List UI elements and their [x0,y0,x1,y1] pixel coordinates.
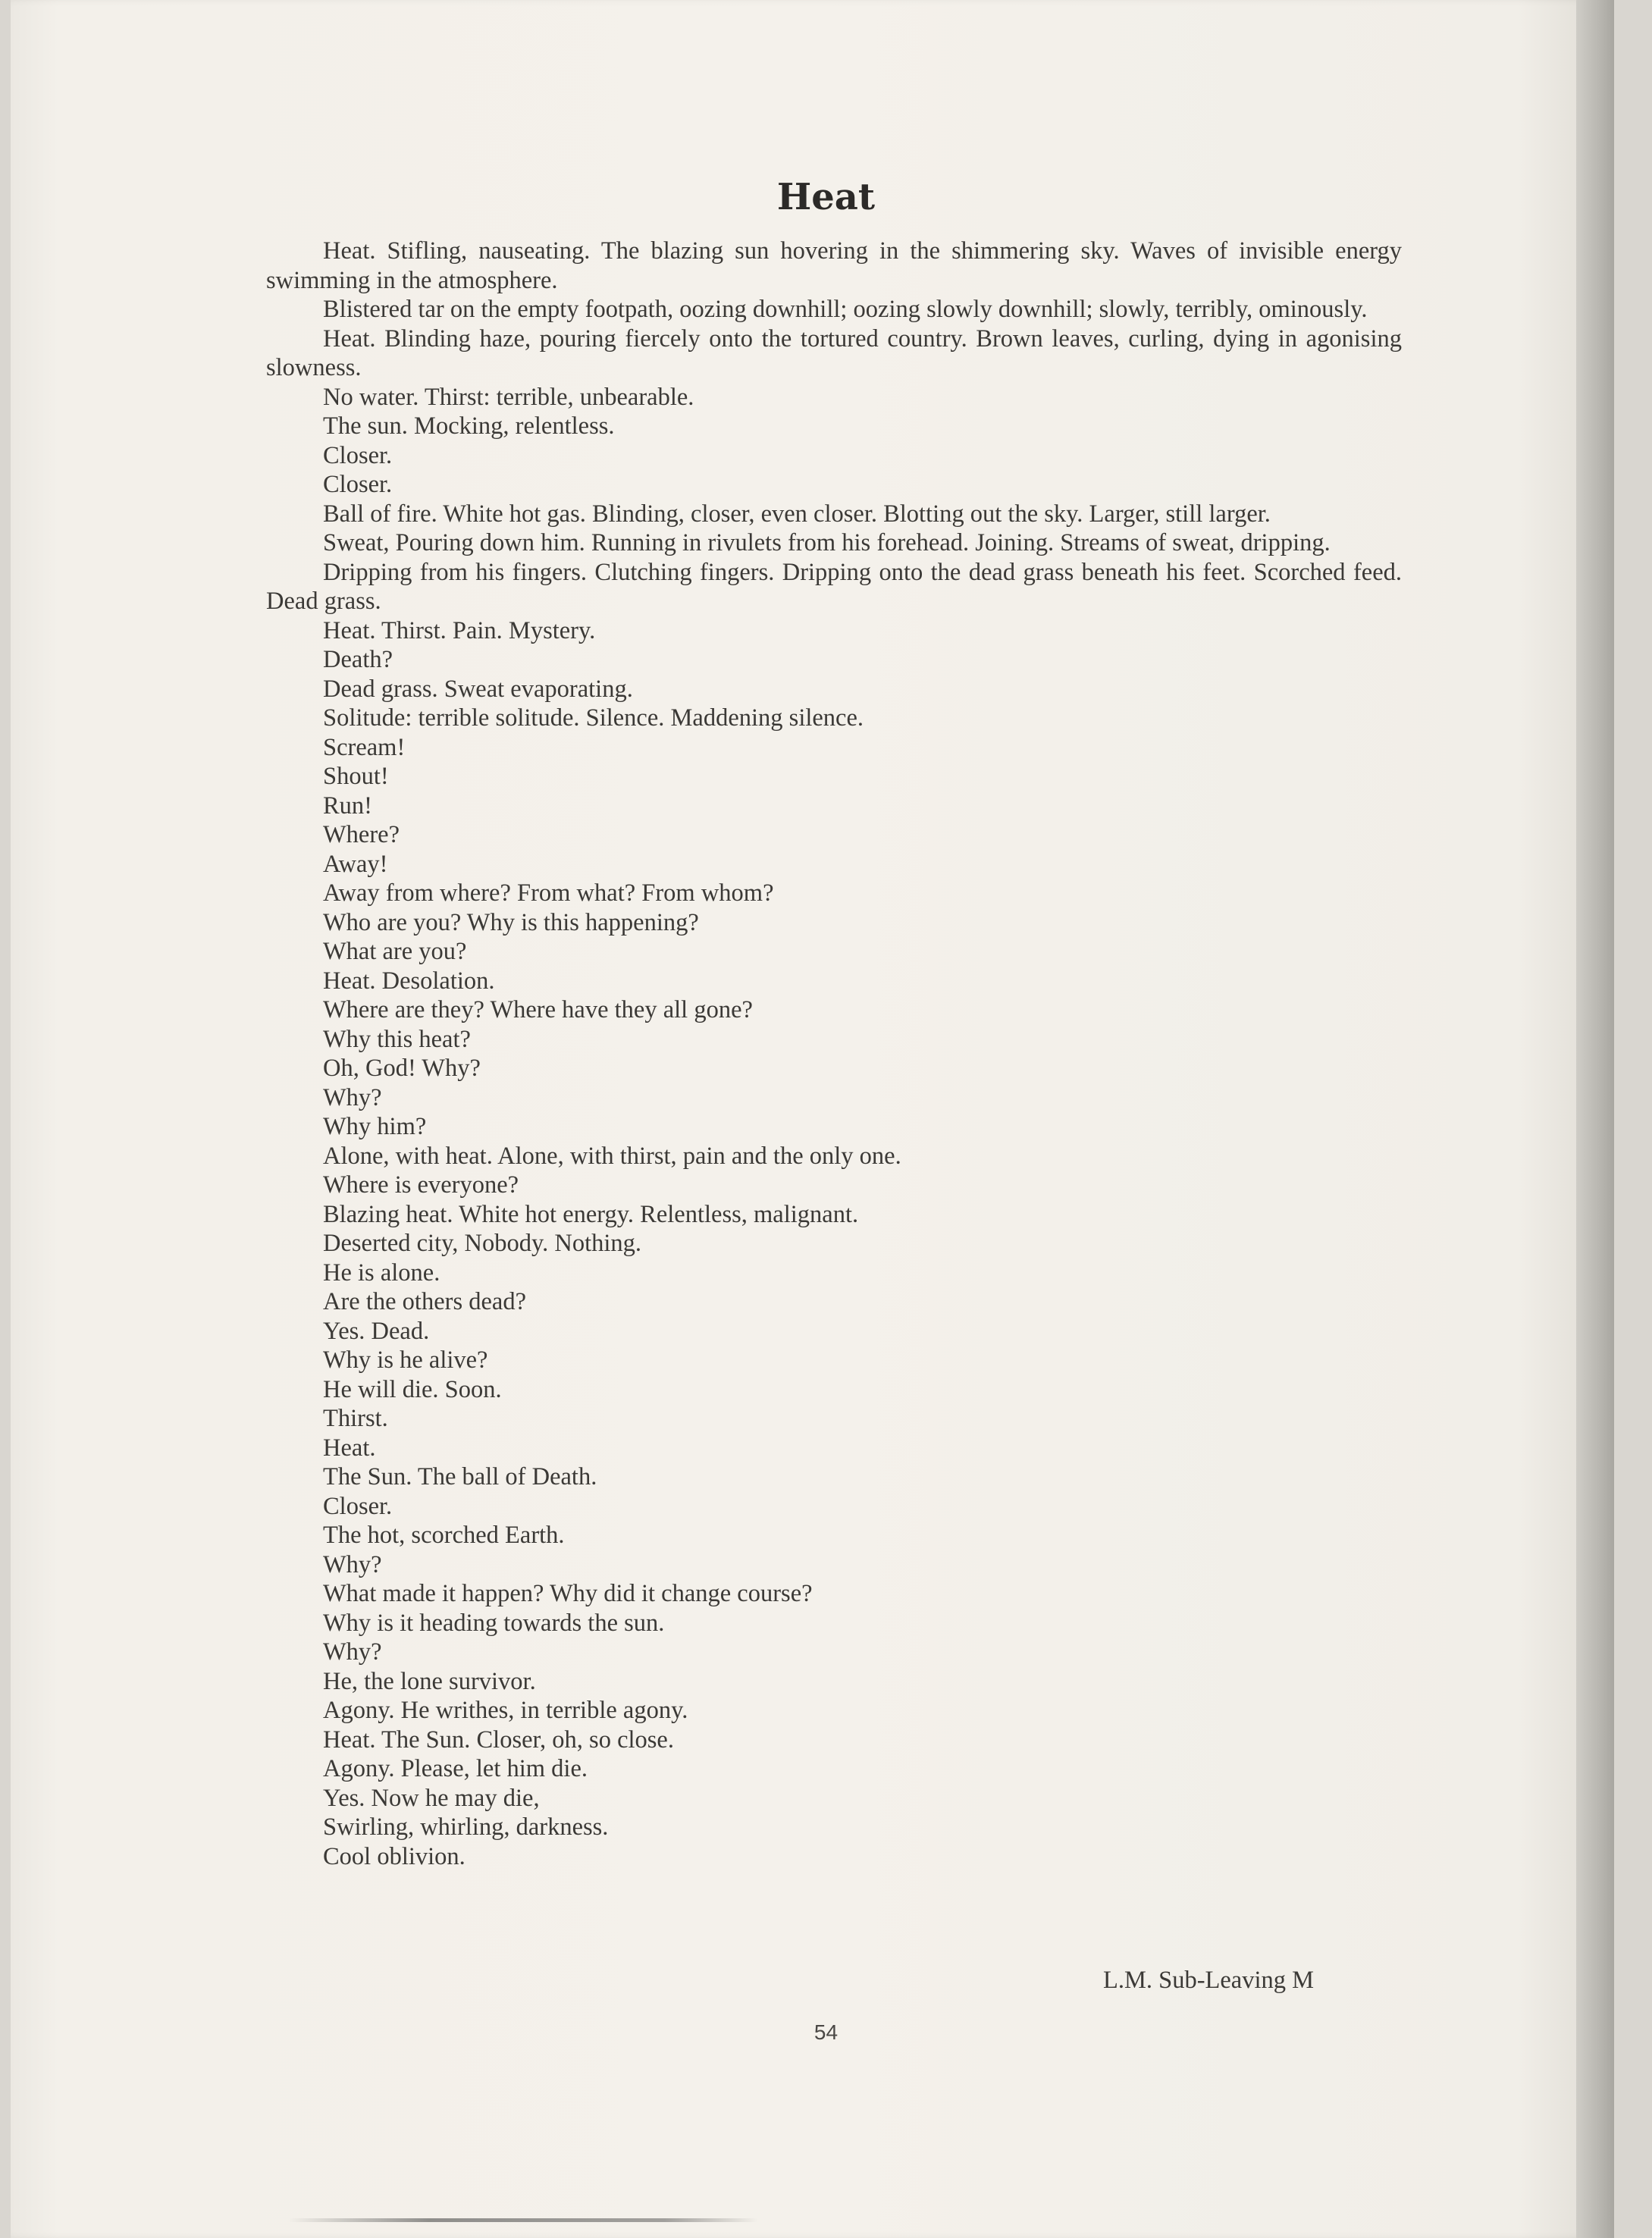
poem-line: Oh, God! Why? [323,1055,481,1082]
poem-line: Closer. [323,1492,393,1520]
poem-title: Heat [776,176,876,218]
poem-line: Why this heat? [323,1025,471,1053]
poem-line: Heat. Blinding haze, pouring fiercely onto the tortured country. Brown leaves, curling, dying in agonising slowness. [266,324,1402,381]
poem-line: Dead grass. Sweat evaporating. [323,675,633,703]
poem-line: Heat. Stifling, nauseating. The blazing sun hovering in the shimmering sky. Waves of invisible energy swimming in the atmosphere. [266,237,1402,294]
poem-line: He will die. Soon. [323,1375,502,1403]
poem-line: Shout! [323,763,389,790]
poem-line: Why is he alive? [323,1346,488,1374]
poem-line: Away! [323,850,388,878]
poem-line: Deserted city, Nobody. Nothing. [323,1230,642,1257]
poem-line: Heat. Thirst. Pain. Mystery. [323,616,596,644]
poem-line: Heat. Desolation. [323,967,495,995]
poem-line: He is alone. [323,1258,440,1287]
poem-line: Where are they? Where have they all gone? [323,996,753,1023]
poem-line: What are you? [323,938,467,965]
poem-body [266,237,1402,1871]
poem-line: Where? [323,821,400,848]
poem-line: Swirling, whirling, darkness. [323,1813,609,1841]
poem-line: Yes. Dead. [323,1317,430,1345]
poem-line: Blistered tar on the empty footpath, oozing downhill; oozing slowly downhill; slowly, terribly, ominously. [323,296,1368,323]
poem-line: No water. Thirst: terrible, unbearable. [323,383,694,411]
poem-line: Alone, with heat. Alone, with thirst, pain and the only one. [323,1142,901,1170]
poem-line: Are the others dead? [323,1288,526,1315]
author-signature: L.M. Sub-Leaving M [1103,1967,1315,1994]
poem-line: Agony. Please, let him die. [323,1755,588,1782]
page-spine-shadow [1576,0,1614,2238]
poem-line: Away from where? From what? From whom? [323,879,774,907]
page-number: 54 [813,2020,839,2044]
poem-line: Death? [323,646,393,673]
poem-line: Closer. [323,471,393,498]
poem-line: Solitude: terrible solitude. Silence. Maddening silence. [323,704,864,732]
poem-line: He, the lone survivor. [323,1667,536,1695]
poem-line: Why? [323,1550,382,1578]
poem-line: The sun. Mocking, relentless. [323,412,615,440]
poem-line: What made it happen? Why did it change course? [323,1580,813,1607]
poem-line: Why is it heading towards the sun. [323,1609,665,1637]
poem-line: Heat. [323,1434,376,1462]
poem-line: Agony. He writhes, in terrible agony. [323,1697,688,1724]
poem-line: Why? [323,1083,382,1111]
poem-line: Why him? [323,1113,427,1140]
poem-line: Why? [323,1638,382,1666]
poem-line: Thirst. [323,1405,388,1432]
poem-line: The hot, scorched Earth. [323,1522,565,1549]
poem-line: Dripping from his fingers. Clutching fingers. Dripping onto the dead grass beneath his feet. Scorched feed. Dead grass. [266,558,1402,615]
poem-line: Heat. The Sun. Closer, oh, so close. [323,1726,674,1754]
poem-line: The Sun. The ball of Death. [323,1463,597,1490]
poem-line: Run! [323,791,372,820]
poem-line: Scream! [323,733,406,761]
poem-line: Ball of fire. White hot gas. Blinding, closer, even closer. Blotting out the sky. Larger, still larger. [323,500,1271,528]
page-bottom-edge [288,2218,758,2222]
poem-line: Yes. Now he may die, [323,1784,540,1812]
poem-line: Blazing heat. White hot energy. Relentless, malignant. [323,1200,859,1228]
poem-line: Cool oblivion. [323,1842,466,1870]
poem-line: Who are you? Why is this happening? [323,908,699,936]
poem-line: Where is everyone? [323,1171,519,1199]
poem-line: Sweat, Pouring down him. Running in rivulets from his forehead. Joining. Streams of sweat, dripping. [323,529,1331,556]
poem-line: Closer. [323,441,393,469]
